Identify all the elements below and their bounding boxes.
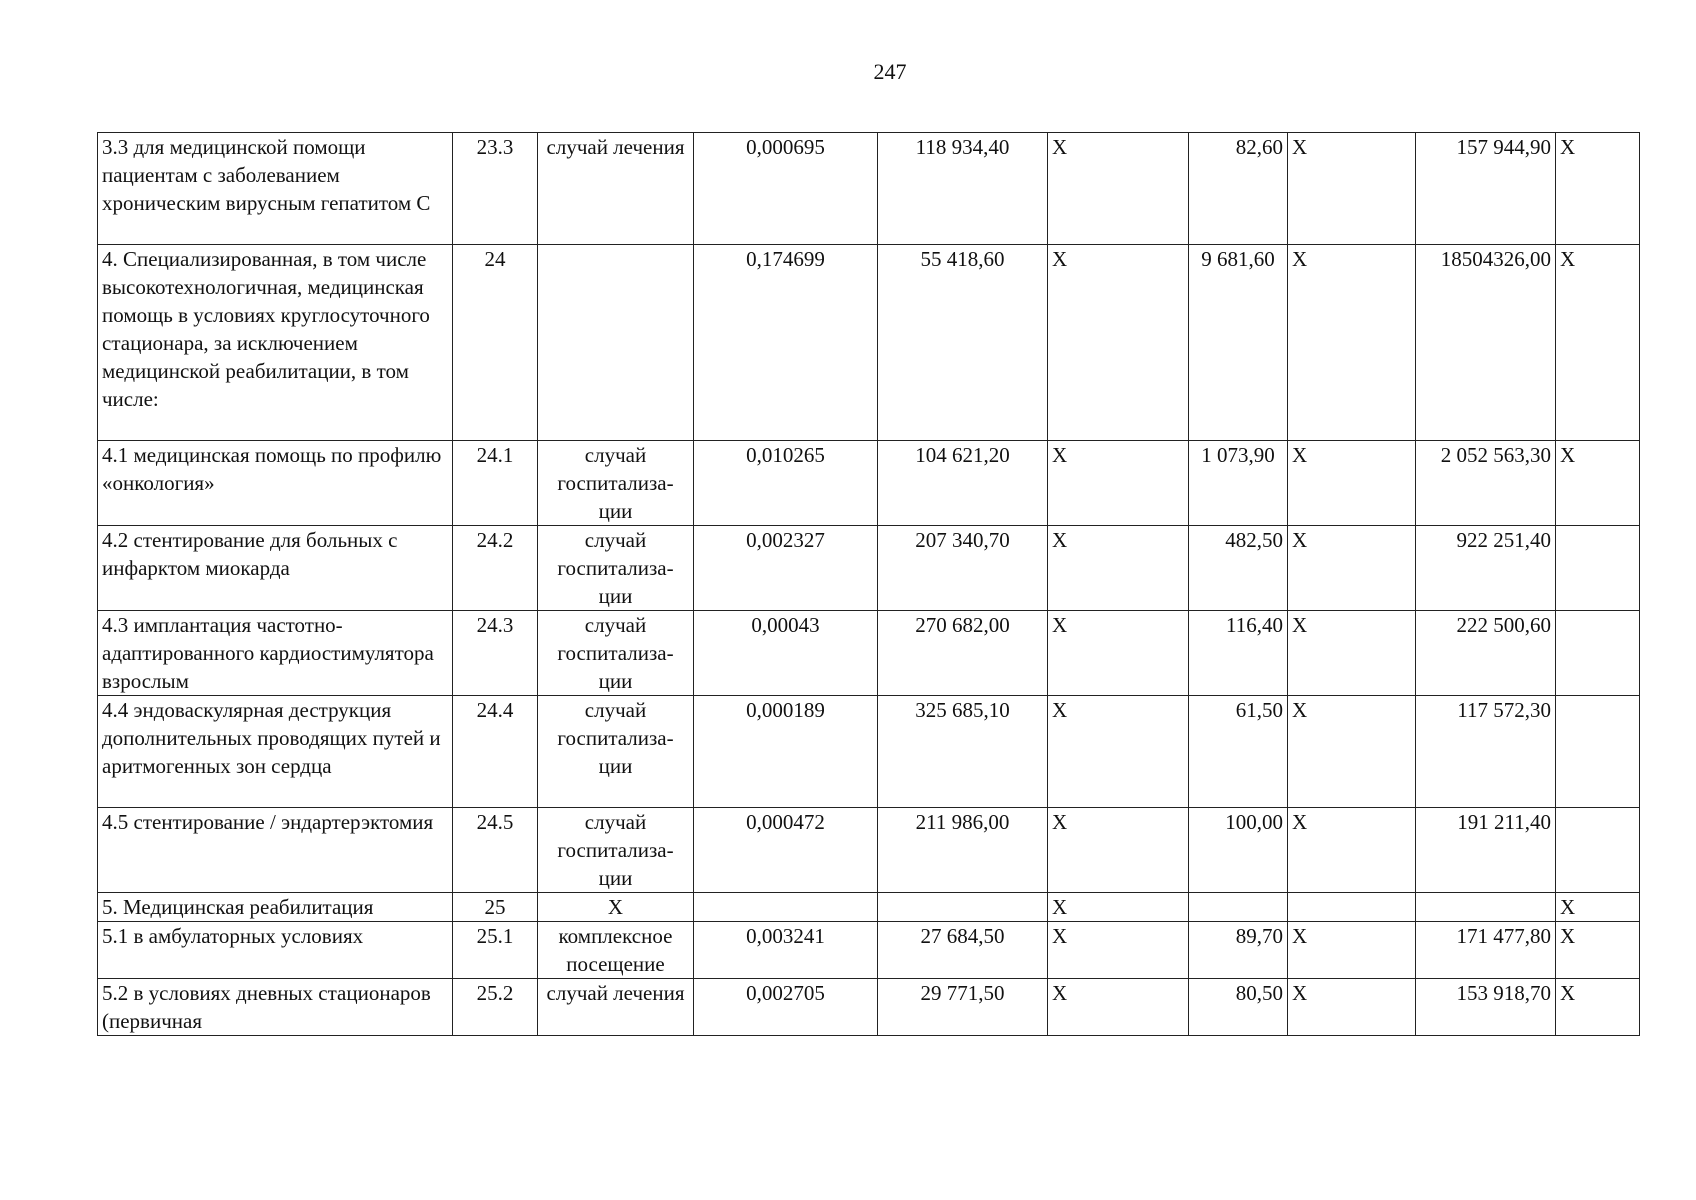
row-cost: 29 771,50: [878, 979, 1048, 1036]
row-mark-3: Х: [1556, 893, 1640, 922]
row-total: 153 918,70: [1416, 979, 1556, 1036]
row-name: 5. Медицинская реабилитация: [98, 893, 453, 922]
row-mark-2: [1288, 893, 1416, 922]
row-mark-3: Х: [1556, 133, 1640, 245]
row-mark-2: Х: [1288, 441, 1416, 526]
row-per-capita: 1 073,90: [1189, 441, 1288, 526]
row-number: 24.3: [453, 611, 538, 696]
row-number: 23.3: [453, 133, 538, 245]
row-number: 25: [453, 893, 538, 922]
row-total: [1416, 893, 1556, 922]
row-norm: 0,010265: [694, 441, 878, 526]
row-total: 2 052 563,30: [1416, 441, 1556, 526]
row-number: 24: [453, 245, 538, 441]
row-cost: 325 685,10: [878, 696, 1048, 808]
row-mark-3: Х: [1556, 245, 1640, 441]
row-unit: случай госпитализа-ции: [538, 441, 694, 526]
row-mark-2: Х: [1288, 979, 1416, 1036]
row-mark-1: Х: [1048, 808, 1189, 893]
row-per-capita: [1189, 893, 1288, 922]
row-mark-2: Х: [1288, 245, 1416, 441]
row-name: 4.4 эндоваскулярная деструкция дополнительных проводящих путей и аритмогенных зон сердца: [98, 696, 453, 808]
row-norm: 0,000472: [694, 808, 878, 893]
row-number: 24.5: [453, 808, 538, 893]
row-name: 4. Специализированная, в том числе высокотехнологичная, медицинская помощь в условиях круглосуточного стационара, за исключением медицинской реабилитации, в том числе:: [98, 245, 453, 441]
row-norm: 0,174699: [694, 245, 878, 441]
row-cost: 207 340,70: [878, 526, 1048, 611]
row-per-capita: 116,40: [1189, 611, 1288, 696]
row-total: 157 944,90: [1416, 133, 1556, 245]
row-mark-1: Х: [1048, 611, 1189, 696]
table-row: [98, 133, 1640, 245]
row-total: 222 500,60: [1416, 611, 1556, 696]
row-norm: 0,000695: [694, 133, 878, 245]
row-norm: 0,003241: [694, 922, 878, 979]
row-number: 25.1: [453, 922, 538, 979]
row-total: 922 251,40: [1416, 526, 1556, 611]
row-cost: 104 621,20: [878, 441, 1048, 526]
row-total: 18504326,00: [1416, 245, 1556, 441]
row-number: 25.2: [453, 979, 538, 1036]
row-unit: случай госпитализа-ции: [538, 696, 694, 808]
row-per-capita: 82,60: [1189, 133, 1288, 245]
row-norm: 0,002327: [694, 526, 878, 611]
table-row: [98, 526, 1640, 611]
row-mark-1: Х: [1048, 133, 1189, 245]
row-mark-3: Х: [1556, 979, 1640, 1036]
row-number: 24.1: [453, 441, 538, 526]
row-name: 5.1 в амбулаторных условиях: [98, 922, 453, 979]
row-norm: 0,002705: [694, 979, 878, 1036]
row-per-capita: 89,70: [1189, 922, 1288, 979]
row-name: 4.5 стентирование / эндартерэктомия: [98, 808, 453, 893]
row-unit: [538, 245, 694, 441]
table-row: [98, 893, 1640, 922]
row-mark-2: Х: [1288, 696, 1416, 808]
table-row: [98, 808, 1640, 893]
row-cost: 118 934,40: [878, 133, 1048, 245]
row-norm: 0,00043: [694, 611, 878, 696]
page-number: 247: [873, 59, 907, 84]
row-mark-2: Х: [1288, 611, 1416, 696]
row-total: 117 572,30: [1416, 696, 1556, 808]
data-table: [97, 132, 1640, 1036]
row-unit: Х: [538, 893, 694, 922]
row-mark-1: Х: [1048, 696, 1189, 808]
row-cost: 270 682,00: [878, 611, 1048, 696]
row-norm: 0,000189: [694, 696, 878, 808]
row-mark-3: Х: [1556, 922, 1640, 979]
row-unit: комплексное посещение: [538, 922, 694, 979]
row-per-capita: 482,50: [1189, 526, 1288, 611]
row-unit: случай госпитализа-ции: [538, 808, 694, 893]
row-mark-1: Х: [1048, 893, 1189, 922]
row-unit: случай госпитализа-ции: [538, 526, 694, 611]
row-mark-2: Х: [1288, 808, 1416, 893]
row-per-capita: 61,50: [1189, 696, 1288, 808]
row-mark-3: [1556, 526, 1640, 611]
row-unit: случай лечения: [538, 979, 694, 1036]
row-mark-1: Х: [1048, 526, 1189, 611]
row-mark-3: Х: [1556, 441, 1640, 526]
row-mark-1: Х: [1048, 245, 1189, 441]
table-row: [98, 245, 1640, 441]
table-row: [98, 979, 1640, 1036]
row-name: 4.2 стентирование для больных с инфарктом миокарда: [98, 526, 453, 611]
row-name: 5.2 в условиях дневных стационаров (первичная: [98, 979, 453, 1036]
row-mark-1: Х: [1048, 441, 1189, 526]
row-mark-2: Х: [1288, 133, 1416, 245]
row-unit: случай госпитализа-ции: [538, 611, 694, 696]
row-mark-3: [1556, 611, 1640, 696]
row-cost: [878, 893, 1048, 922]
row-mark-1: Х: [1048, 922, 1189, 979]
table-row: [98, 441, 1640, 526]
row-name: 4.1 медицинская помощь по профилю «онкология»: [98, 441, 453, 526]
row-per-capita: 9 681,60: [1189, 245, 1288, 441]
row-number: 24.2: [453, 526, 538, 611]
row-per-capita: 100,00: [1189, 808, 1288, 893]
table-row: [98, 611, 1640, 696]
row-cost: 55 418,60: [878, 245, 1048, 441]
row-number: 24.4: [453, 696, 538, 808]
row-total: 191 211,40: [1416, 808, 1556, 893]
row-cost: 211 986,00: [878, 808, 1048, 893]
row-cost: 27 684,50: [878, 922, 1048, 979]
row-unit: случай лечения: [538, 133, 694, 245]
row-mark-3: [1556, 808, 1640, 893]
row-per-capita: 80,50: [1189, 979, 1288, 1036]
row-name: 4.3 имплантация частотно-адаптированного кардиостимулятора взрослым: [98, 611, 453, 696]
row-mark-1: Х: [1048, 979, 1189, 1036]
table-row: [98, 922, 1640, 979]
row-total: 171 477,80: [1416, 922, 1556, 979]
row-name: 3.3 для медицинской помощи пациентам с заболеванием хроническим вирусным гепатитом С: [98, 133, 453, 245]
row-mark-2: Х: [1288, 922, 1416, 979]
row-mark-3: [1556, 696, 1640, 808]
row-mark-2: Х: [1288, 526, 1416, 611]
row-norm: [694, 893, 878, 922]
table-row: [98, 696, 1640, 808]
